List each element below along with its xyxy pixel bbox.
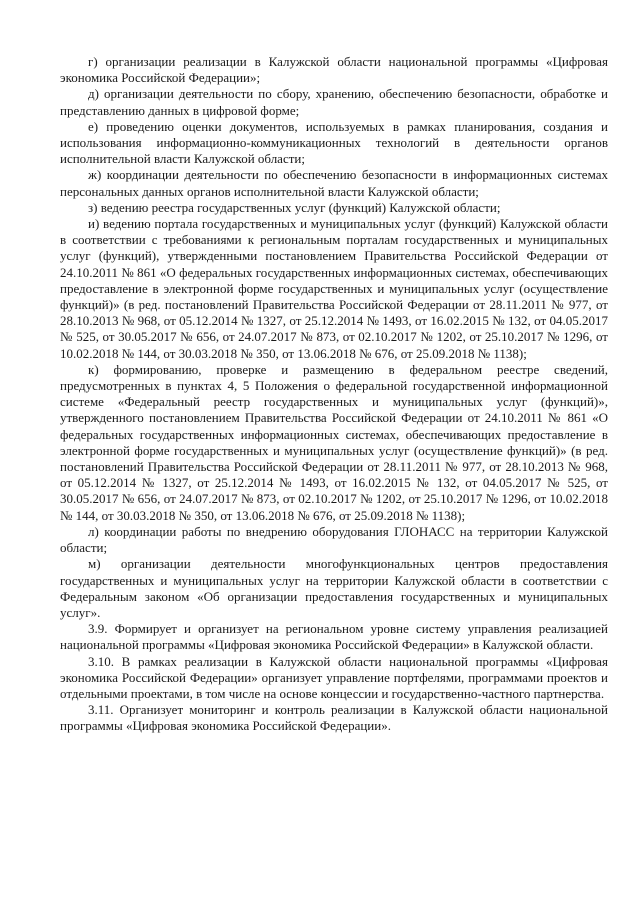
paragraph-item-z: з) ведению реестра государственных услуг (функций) Калужской области;: [88, 199, 501, 215]
paragraph-item-e: е) проведению оценки документов, используемых в рамках планирования, создания и использования информационно-коммуникационных технологий в деятельности органов исполнительной власти Калужской области;: [60, 118, 608, 167]
paragraph-3-11: 3.11. Организует мониторинг и контроль реализации в Калужской области национальной программы «Цифровая экономика Российской Федерации».: [60, 702, 608, 734]
paragraph-item-i: и) ведению портала государственных и муниципальных услуг (функций) Калужской области в соответствии с требованиями к региональным порталам государственных и муниципальных услуг (функций), утвержденными постановлением Правительства Российской Федерации от 24.10.2011 № 861 «О федеральных государственных информационных системах, обеспечивающих предоставление в электронной форме государственных и муниципальных услуг (осуществление функций)» (в ред. постановлений Правительства Российской Федерации от 28.11.2011 № 977, от 28.10.2013 № 968, от 05.12.2014 № 1327, от 25.12.2014 № 1493, от 16.02.2015 № 132, от 04.05.2017 № 525, от 30.05.2017 № 656, от 24.07.2017 № 873, от 02.10.2017 № 1202, от 25.10.2017 № 1296, от 10.02.2018 № 144, от 30.03.2018 № 350, от 13.06.2018 № 676, от 25.09.2018 № 1138);: [60, 216, 608, 361]
paragraph-3-10: 3.10. В рамках реализации в Калужской области национальной программы «Цифровая экономика Российской Федерации» организует управление портфелями, программами проектов и отдельными проектами, в том числе на основе концессии и государственно-частного партнерства.: [60, 653, 608, 701]
paragraph-item-d: д) организации деятельности по сбору, хранению, обеспечению безопасности, обработке и представлению данных в цифровой форме;: [60, 86, 608, 118]
paragraph-item-m: м) организации деятельности многофункциональных центров предоставления государственных и муниципальных услуг на территории Калужской области в соответствии с Федеральным законом «Об организации предоставления государственных и муниципальных услуг».: [60, 556, 608, 620]
paragraph-item-k: к) формированию, проверке и размещению в федеральном реестре сведений, предусмотренных в пунктах 4, 5 Положения о федеральной государственной информационной системе «Федеральный реестр государственных и муниципальных услуг (функций)», утвержденного постановлением Правительства Российской Федерации от 24.10.2011 № 861 «О федеральных государственных информационных системах, обеспечивающих предоставление в электронной форме государственных и муниципальных услуг (осуществление функций)» (в ред. постановлений Правительства Российской Федерации от 28.11.2011 № 977, от 28.10.2013 № 968, от 05.12.2014 № 1327, от 25.12.2014 № 1493, от 16.02.2015 № 132, от 04.05.2017 № 525, от 30.05.2017 № 656, от 24.07.2017 № 873, от 02.10.2017 № 1202, от 25.10.2017 № 1296, от 10.02.2018 № 144, от 30.03.2018 № 350, от 13.06.2018 № 676, от 25.09.2018 № 1138);: [60, 361, 608, 523]
paragraph-3-9: 3.9. Формирует и организует на региональном уровне систему управления реализацией национальной программы «Цифровая экономика Российской Федерации» в Калужской области.: [60, 621, 608, 653]
paragraph-item-l: л) координации работы по внедрению оборудования ГЛОНАСС на территории Калужской области;: [60, 523, 608, 556]
paragraph-item-zh: ж) координации деятельности по обеспечению безопасности в информационных системах персональных данных органов исполнительной власти Калужской области;: [60, 167, 608, 199]
paragraph-item-g: г) организации реализации в Калужской области национальной программы «Цифровая экономика Российской Федерации»;: [60, 54, 608, 86]
